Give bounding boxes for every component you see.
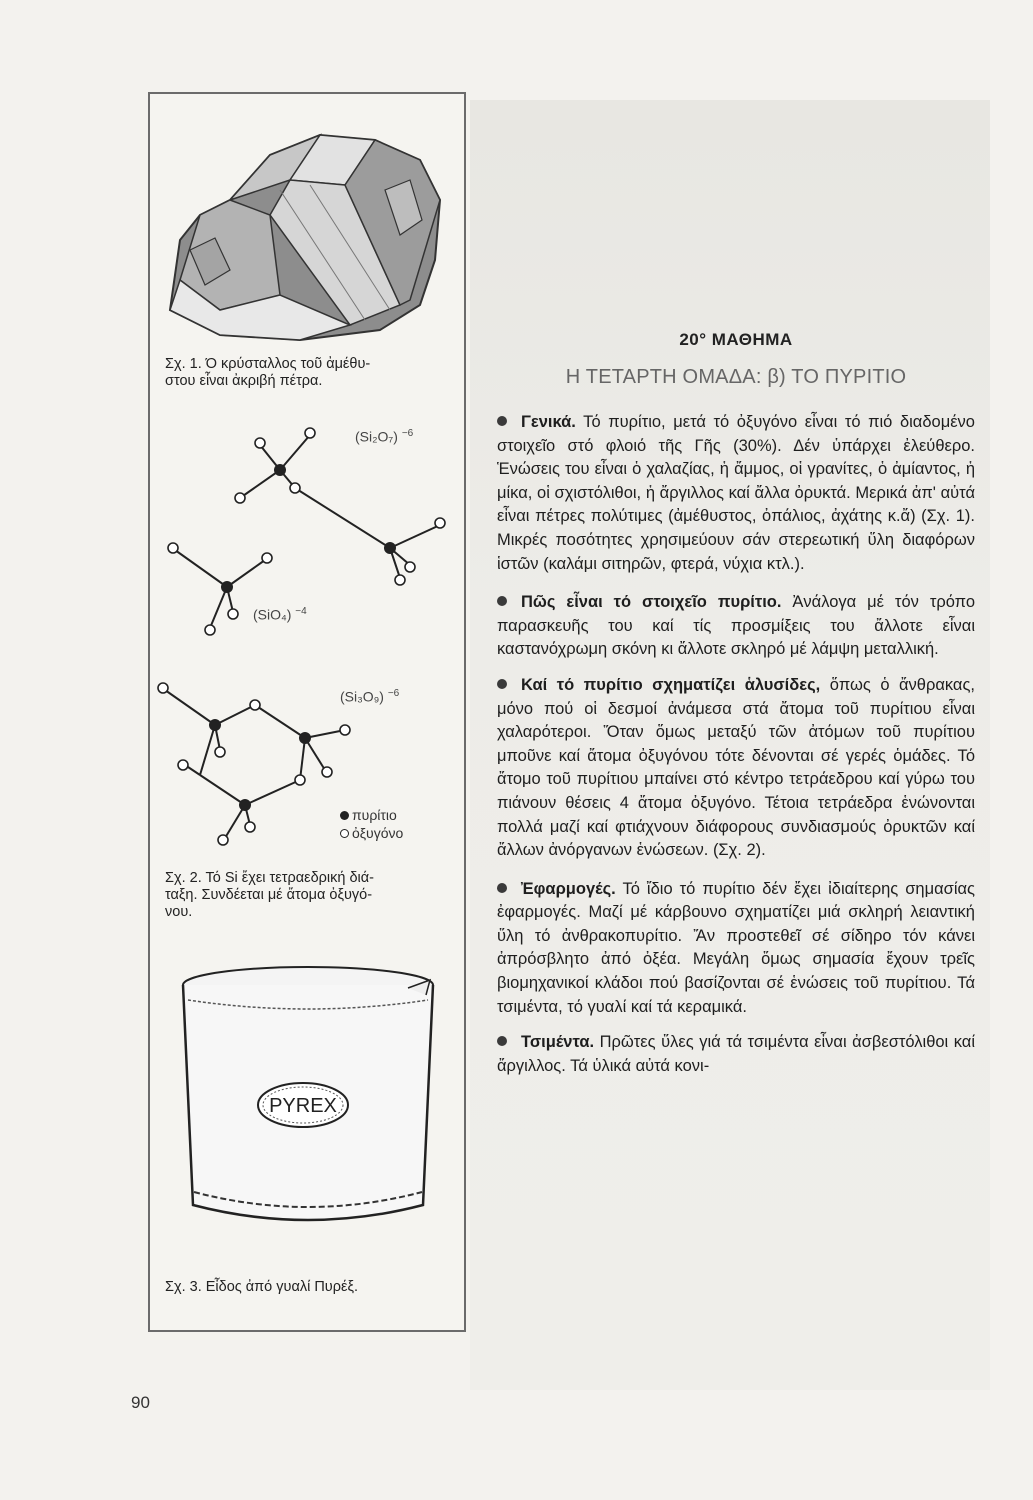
lesson-number: 20° ΜΑΘΗΜΑ — [679, 330, 793, 349]
section-cements — [497, 1031, 975, 1078]
oxygen-dot-icon — [340, 829, 349, 838]
formula-text: (SiO₄) — [253, 606, 292, 623]
figure-2-caption-line: νου. — [165, 904, 193, 920]
bullet-icon — [497, 1036, 507, 1046]
section-body: ὅπως ὁ ἄνθρακας, μόνο πού οἱ δεσμοί ἀνάμεσα στά ἄτομα τοῦ πυρίτιου εἶναι χαλαρότεροι. Ὅταν ὅμως μεταξύ τῶν ἀτόμων τοῦ πυρίτιου μποῦνε καί ἄτομα ὀξυγόνου τότε δένονται σέ γερές ὁμάδες. Τό ἄτομο τοῦ πυρίτιου μπαίνει στό κέντρο τετράεδρου καί γύρω του πιάνουν θέσεις 4 ἄτομα ὀξυγόνο. Τέτοια τετράεδρα ἑνώνονται πολλά μαζί καί φτιάχνουν διάφορους συνδιασμούς ὀρυκτῶν καί ἄλλων ἀνόργανων ἑνώσεων. (Σχ. 2). — [497, 675, 976, 860]
bullet-icon — [497, 679, 507, 689]
figure-1-caption-line: στου εἶναι ἀκριβή πέτρα. — [165, 373, 323, 389]
figure-1-caption — [165, 356, 460, 390]
main-text-column — [497, 330, 975, 1078]
beaker-label-text: PYREX — [269, 1095, 337, 1117]
figure-2-caption — [165, 870, 460, 921]
formula-sio4 — [253, 606, 307, 623]
silicate-structure-diagram — [155, 420, 455, 860]
section-element — [497, 591, 975, 662]
section-body: Πρῶτες ὕλες γιά τά τσιμέντα εἶναι ἀσβεστόλιθοι καί ἄργιλλος. Τά ὑλικά αὐτά κονι- — [497, 1033, 975, 1075]
silicon-dot-icon — [340, 811, 349, 820]
bullet-icon — [497, 416, 507, 426]
bullet-icon — [497, 883, 507, 893]
section-heading: Καί τό πυρίτιο σχηματίζει ἁλυσίδες, — [521, 675, 821, 694]
section-applications — [497, 878, 975, 1020]
figure-2-caption-line: ταξη. Συνδέεται μέ ἄτομα ὀξυγό- — [165, 887, 373, 903]
formula-si3o9 — [340, 688, 399, 705]
section-heading: Πῶς εἶναι τό στοιχεῖο πυρίτιο. — [521, 593, 782, 612]
section-chains — [497, 674, 975, 863]
figure-1-caption-line: Σχ. 1. Ό κρύσταλλος τοῦ ἀμέθυ- — [165, 356, 371, 372]
charge-text: −4 — [295, 606, 307, 617]
charge-text: −6 — [401, 428, 414, 439]
section-body: Ἀνάλογα μέ τόν τρόπο παρασκευῆς του καί τίς προσμίξεις του ἄλλοτε εἶναι καστανόχρωμη σκόνη κι ἄλλοτε σκληρό μέ λάμψη μεταλλική. — [497, 593, 975, 659]
figure-3-caption: Σχ. 3. Εἶδος ἀπό γυαλί Πυρέξ. — [165, 1279, 358, 1295]
legend-label: πυρίτιο — [352, 807, 397, 823]
section-general — [497, 411, 975, 576]
legend-silicon — [340, 806, 403, 824]
figure-2-caption-line: Σχ. 2. Τό Si ἔχει τετραεδρική διά- — [165, 870, 374, 886]
section-body: Τό ἴδιο τό πυρίτιο δέν ἔχει ἰδιαίτερης σημασίας ἐφαρμογές. Μαζί μέ κάρβουνο σχηματίζει μιά σκληρή λειαντική ὕλη τό ἀνθρακοπυρίτιο. Ἄν προστεθεῖ σέ σίδηρο τόν κάνει ἀπρόσβλητο ἀπό ὀξέα. Μεγάλη ὅμως σημασία ἔχουν τρεῖς βιομηχανικοί κλάδοι πού βασίζονται σέ ἑνώσεις τοῦ πυρίτιου. Τά τσιμέντα, τό γυαλί καί τά κεραμικά. — [497, 879, 975, 1016]
bullet-icon — [497, 596, 507, 606]
chapter-title: Η ΤΕΤΑΡΤΗ ΟΜΑΔΑ: β) ΤΟ ΠΥΡΙΤΙΟ — [565, 366, 907, 388]
section-body: Τό πυρίτιο, μετά τό ὀξυγόνο εἶναι τό πιό διαδομένο στοιχεῖο στό φλοιό τῆς Γῆς (30%). Δέν ὑπάρχει ἐλεύθερο. Ἑνώσεις του εἶναι ὁ χαλαζίας, ἡ ἄμμος, οἱ γρανίτες, ὁ ἀμίαντος, ἡ μίκα, οἱ σχιστόλιθοι, ἡ ἄργιλλος καί ἄλλα ὀρυκτά. Μερικά ἀπ' αὐτά εἶναι πέτρες πολύτιμες (ἀμέθυστος, ὀπάλιος, ἀχάτης κ.ἄ) (Σχ. 1). Μικρές ποσότητες χρησιμεύουν σάν στερεωτική ὕλη διαφόρων ἱστῶν (καλάμι σιτηρῶν, φτερά, νύχια κτλ.). — [497, 413, 975, 573]
pyrex-beaker-illustration — [168, 960, 448, 1240]
formula-si2o7 — [355, 428, 413, 445]
atom-legend — [340, 806, 403, 842]
section-heading: Τσιμέντα. — [521, 1033, 595, 1052]
page-number: 90 — [131, 1393, 150, 1412]
amethyst-crystal-illustration — [160, 120, 460, 350]
formula-text: (Si₂O₇) — [355, 428, 398, 445]
section-heading: Γενικά. — [521, 413, 576, 431]
charge-text: −6 — [387, 688, 400, 699]
formula-text: (Si₃O₉) — [340, 688, 384, 705]
legend-label: ὀξυγόνο — [352, 825, 404, 841]
legend-oxygen — [340, 824, 403, 842]
section-heading: Ἐφαρμογές. — [521, 879, 616, 898]
